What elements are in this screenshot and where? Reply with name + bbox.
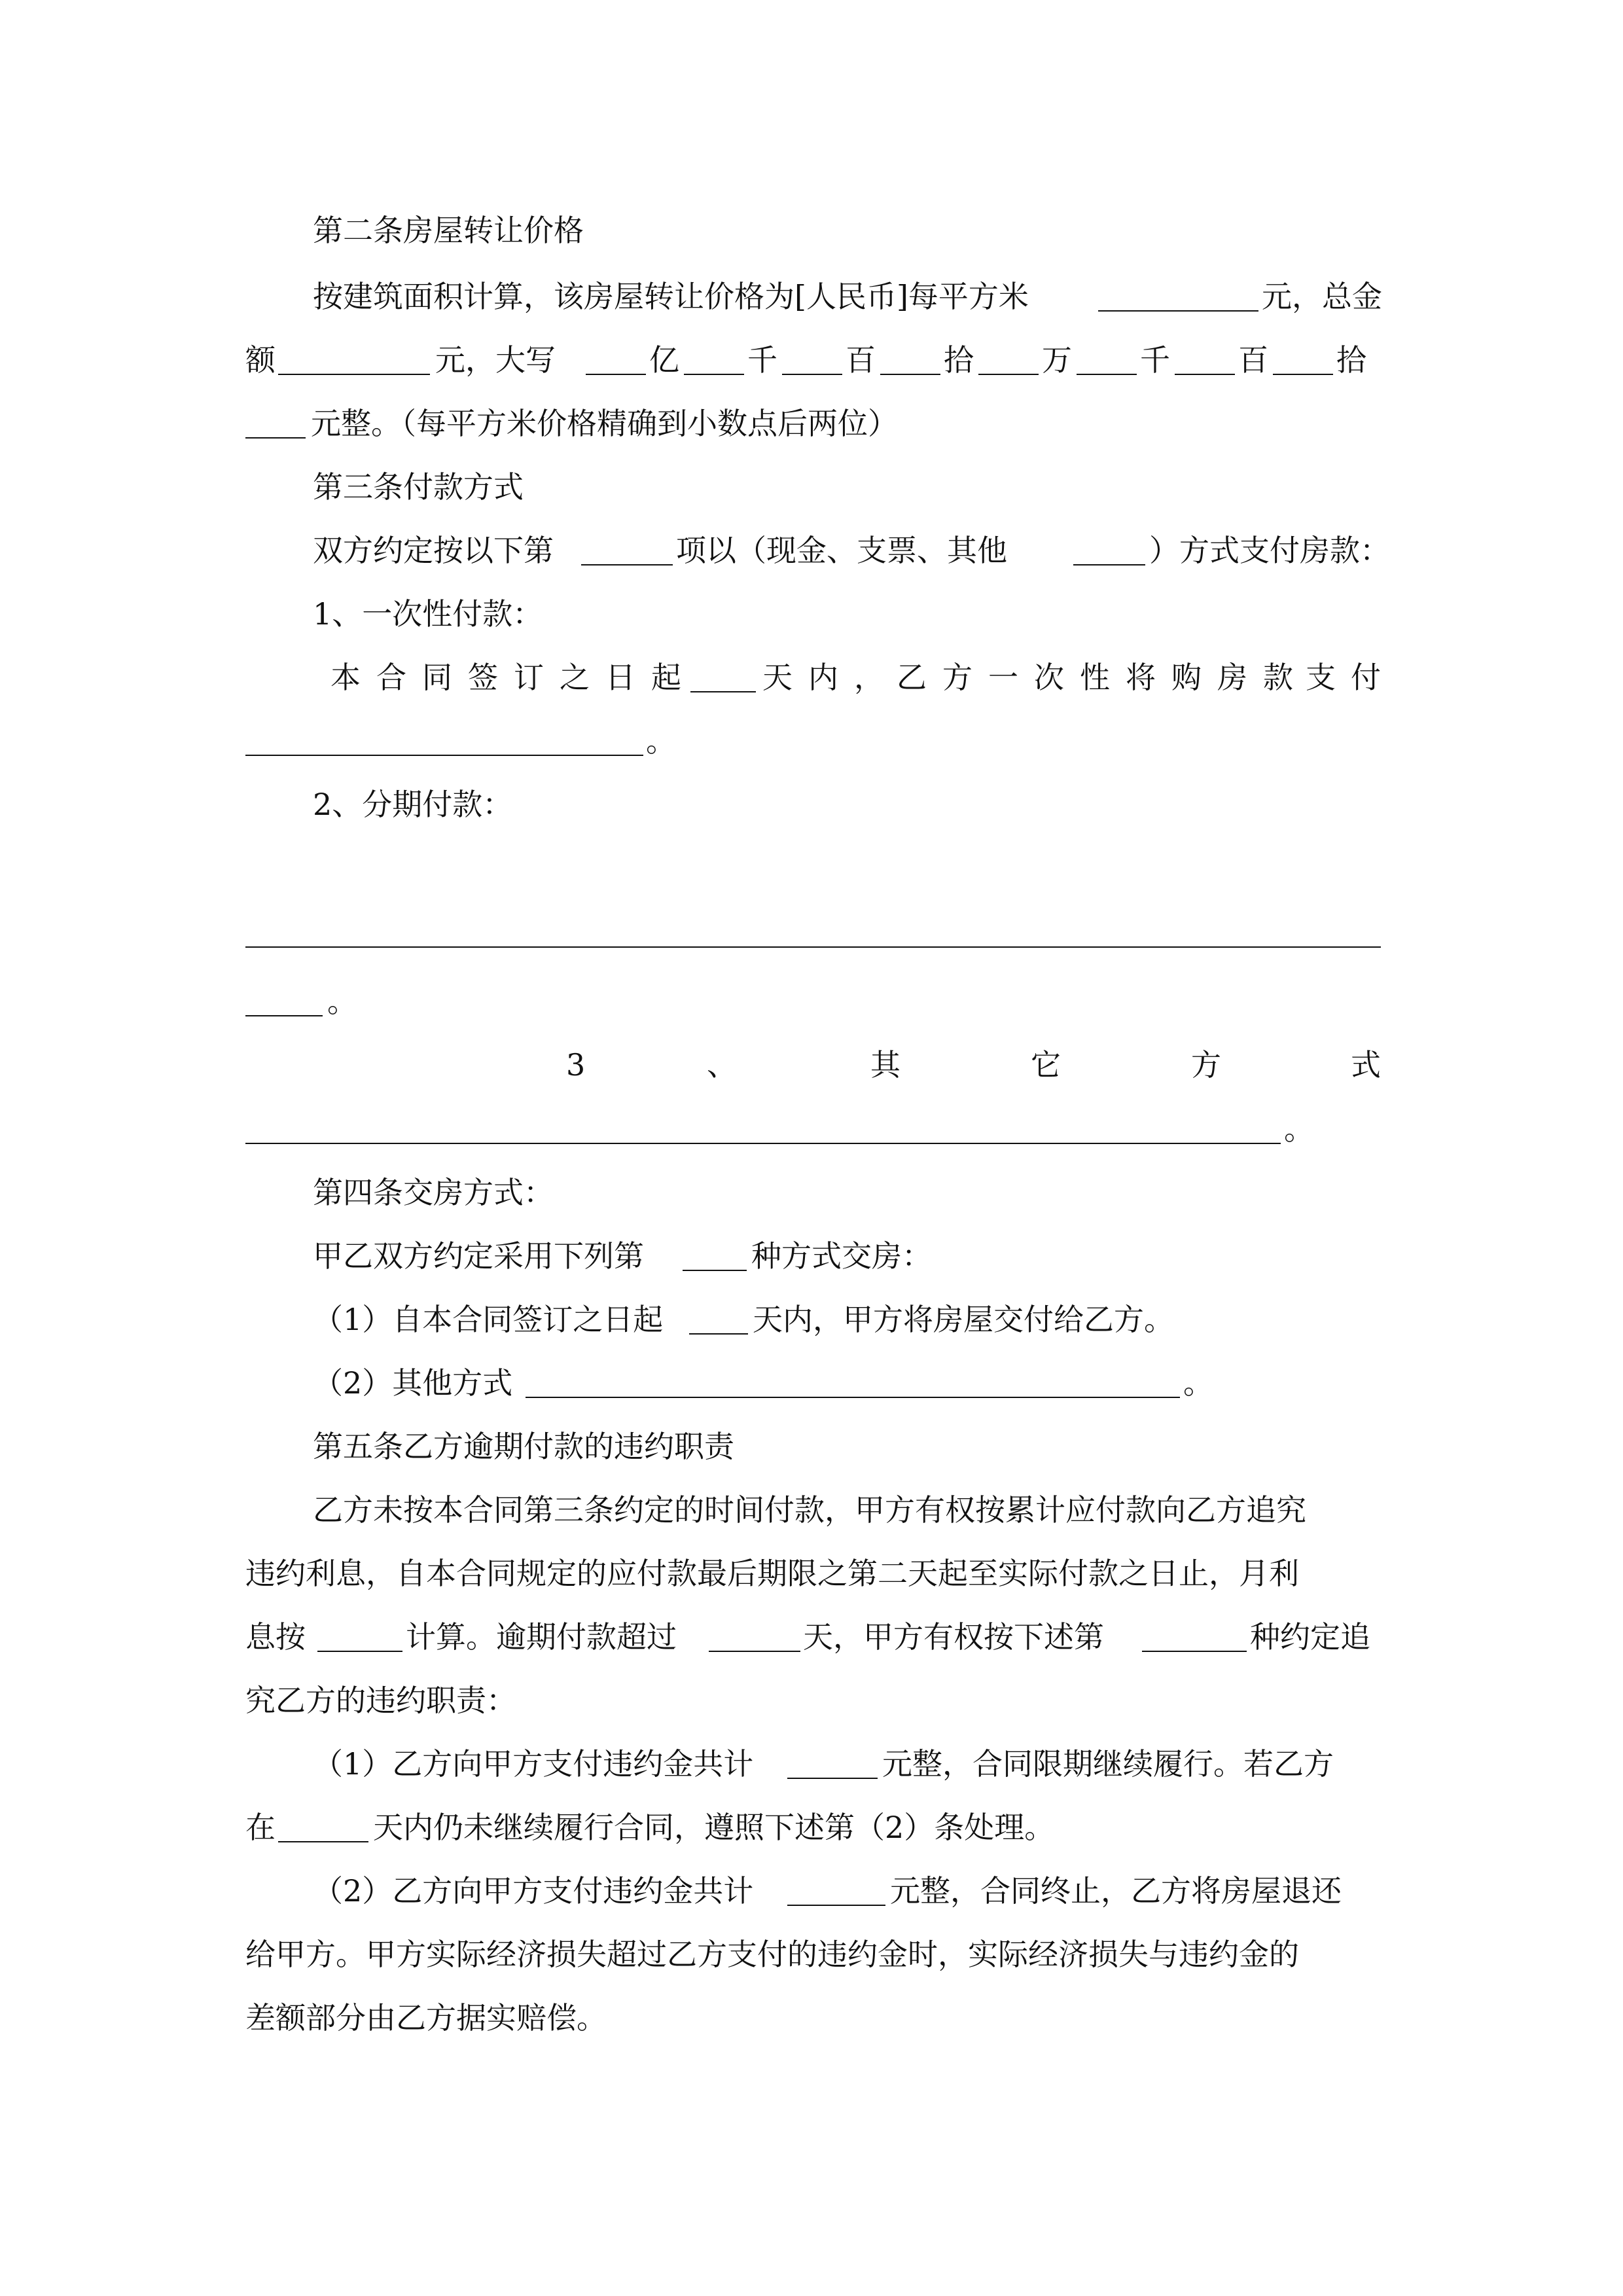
char: 房 — [1217, 660, 1247, 695]
char: 购 — [1171, 660, 1202, 695]
paragraph-text: 计算。逾期付款超过 — [406, 1619, 677, 1655]
art5-p1-line-1 — [313, 1480, 1381, 1539]
blank-wan[interactable] — [978, 374, 1039, 375]
art3-item-1-text — [245, 648, 1381, 707]
overdue-days-blank[interactable] — [709, 1651, 800, 1652]
char: 方 — [1191, 1047, 1221, 1083]
clause-text: 元整，合同限期继续履行。若乙方 — [882, 1746, 1334, 1782]
paragraph-text: 乙方未按本合同第三条约定的时间付款，甲方有权按累计应付款向乙方追究 — [313, 1492, 1306, 1528]
blank-yi[interactable] — [586, 374, 646, 375]
other-method-detail-blank[interactable] — [245, 1143, 1281, 1144]
art2-price-line-3 — [245, 394, 1381, 453]
art5-p1-line-2 — [245, 1544, 1381, 1603]
heading-text: 第二条房屋转让价格 — [313, 213, 584, 248]
penalty-amount-blank-1[interactable] — [787, 1778, 878, 1779]
agree-text-mid: 项以（现金、支票、其他 — [676, 533, 1007, 568]
char: 付 — [1351, 660, 1381, 695]
art3-item-2-blank-line — [245, 890, 1381, 949]
unit-qian-1: 千 — [747, 342, 777, 378]
unit-qian-2: 千 — [1140, 342, 1170, 378]
char: 次 — [1034, 660, 1064, 695]
clause-text: （2）乙方向甲方支付违约金共计 — [313, 1873, 754, 1909]
char: 方 — [942, 660, 972, 695]
article-3-heading — [313, 457, 1381, 516]
char: 款 — [1263, 660, 1293, 695]
art2-price-line-2 — [245, 331, 1381, 389]
char: 其 — [870, 1047, 901, 1083]
art5-p1-line-4 — [245, 1671, 1381, 1730]
delivery-method-blank[interactable] — [683, 1270, 747, 1271]
heading-text: 第三条付款方式 — [313, 469, 524, 505]
art4-option-2 — [313, 1354, 1381, 1412]
art3-item-3 — [245, 1035, 1381, 1094]
unit-wan: 万 — [1042, 342, 1072, 378]
blank-shi-2[interactable] — [1273, 374, 1333, 375]
delivery-days-blank[interactable] — [689, 1333, 748, 1335]
art4-option-1 — [313, 1290, 1381, 1349]
art5-clause-2-line-3 — [245, 1988, 1381, 2047]
uppercase-label: 元，大写 — [435, 342, 556, 378]
art5-clause-2-line-2 — [245, 1925, 1381, 1984]
payee-blank[interactable] — [245, 755, 643, 756]
art3-item-1-payee — [245, 711, 1381, 770]
char: 订 — [514, 660, 544, 695]
other-method-blank[interactable] — [1073, 564, 1145, 565]
blank-yuan[interactable] — [245, 437, 306, 439]
paragraph-text: 种约定追 — [1250, 1619, 1370, 1655]
paragraph-text: 违约利息，自本合同规定的应付款最后期限之第二天起至实际付款之日止，月利 — [245, 1556, 1299, 1591]
blank-bai-1[interactable] — [782, 374, 842, 375]
remedy-choice-blank[interactable] — [1142, 1651, 1247, 1652]
clause-text: （1）乙方向甲方支付违约金共计 — [313, 1746, 754, 1782]
char: 日 — [605, 660, 635, 695]
char: 本 — [330, 660, 361, 695]
art3-item-2-end — [245, 972, 1381, 1031]
heading-text: 第四条交房方式： — [313, 1175, 554, 1210]
unit-price-blank[interactable] — [1098, 310, 1258, 312]
days-blank[interactable] — [690, 691, 756, 692]
char: 性 — [1080, 660, 1110, 695]
char: 式 — [1351, 1047, 1381, 1083]
paragraph-text: 息按 — [245, 1619, 306, 1655]
art3-item-2 — [313, 775, 1381, 834]
char: 支 — [1306, 660, 1336, 695]
period: 。 — [1183, 1365, 1213, 1401]
paragraph-text: 究乙方的违约职责： — [245, 1683, 516, 1718]
other-delivery-blank[interactable] — [526, 1397, 1180, 1398]
grace-days-blank[interactable] — [278, 1841, 368, 1842]
art4-agreement-line — [313, 1227, 1381, 1285]
art5-clause-2-line-1 — [313, 1861, 1381, 1920]
item-label: 2、分期付款： — [313, 787, 513, 822]
item-label: 1、一次性付款： — [313, 596, 543, 632]
clause-text: 给甲方。甲方实际经济损失超过乙方支付的违约金时，实际经济损失与违约金的 — [245, 1937, 1299, 1972]
price-text: 按建筑面积计算，该房屋转让价格为[人民币]每平方米 — [313, 279, 1029, 314]
agree-text-end: ）方式支付房款： — [1149, 533, 1390, 568]
agree-text: 甲乙双方约定采用下列第 — [313, 1238, 644, 1274]
unit-bai-2: 百 — [1238, 342, 1268, 378]
penalty-amount-blank-2[interactable] — [787, 1905, 885, 1906]
clause-text: 天内仍未继续履行合同，遵照下述第（2）条处理。 — [373, 1810, 1055, 1845]
unit-shi-2: 拾 — [1336, 342, 1366, 378]
blank-qian-1[interactable] — [684, 374, 744, 375]
option-text: （1）自本合同签订之日起 — [313, 1302, 664, 1337]
blank-qian-2[interactable] — [1077, 374, 1137, 375]
total-label: 额 — [245, 342, 276, 378]
period: 。 — [646, 723, 676, 759]
art2-price-line-1 — [313, 267, 1381, 326]
price-text-cont: 元，总金 — [1262, 279, 1382, 314]
payment-item-blank[interactable] — [581, 564, 673, 565]
char: 一 — [988, 660, 1018, 695]
char: 起 — [651, 660, 681, 695]
char: 它 — [1031, 1047, 1061, 1083]
char: ， — [854, 660, 884, 695]
option-text-end: 天内，甲方将房屋交付给乙方。 — [753, 1302, 1174, 1337]
unit-shi-1: 拾 — [944, 342, 974, 378]
char: 3 — [566, 1047, 586, 1083]
blank-shi-1[interactable] — [880, 374, 940, 375]
char: 内 — [808, 660, 838, 695]
installment-blank[interactable] — [245, 946, 1381, 948]
article-2-heading — [313, 201, 1381, 260]
art5-p1-line-3 — [245, 1607, 1381, 1666]
char: 将 — [1126, 660, 1156, 695]
char: 签 — [468, 660, 498, 695]
option-text: （2）其他方式 — [313, 1365, 513, 1401]
precision-note: 元整。（每平方米价格精确到小数点后两位） — [311, 406, 898, 441]
total-amount-blank[interactable] — [278, 374, 430, 375]
char: 合 — [376, 660, 406, 695]
art5-clause-1-line-2 — [245, 1798, 1381, 1857]
agree-text-end: 种方式交房： — [751, 1238, 932, 1274]
char: 同 — [422, 660, 452, 695]
period: 。 — [1284, 1111, 1314, 1147]
blank-bai-2[interactable] — [1175, 374, 1235, 375]
char: 、 — [707, 1047, 737, 1083]
art3-item-3-blank-line — [245, 1100, 1381, 1158]
art5-clause-1-line-1 — [313, 1734, 1381, 1793]
paragraph-text: 天，甲方有权按下述第 — [803, 1619, 1104, 1655]
art3-item-1 — [313, 584, 1381, 643]
interest-rate-blank[interactable] — [317, 1651, 402, 1652]
char: 之 — [560, 660, 590, 695]
period: 。 — [327, 984, 357, 1019]
article-4-heading — [313, 1163, 1381, 1222]
agree-text: 双方约定按以下第 — [313, 533, 554, 568]
heading-text: 第五条乙方逾期付款的违约职责 — [313, 1429, 734, 1464]
char: 乙 — [897, 660, 927, 695]
char: 天 — [762, 660, 793, 695]
unit-bai-1: 百 — [846, 342, 876, 378]
clause-text: 差额部分由乙方据实赔偿。 — [245, 2000, 607, 2036]
article-5-heading — [313, 1417, 1381, 1476]
clause-text: 在 — [245, 1810, 276, 1845]
art3-agreement-line — [313, 521, 1390, 580]
installment-blank-end[interactable] — [245, 1015, 323, 1016]
clause-text: 元整，合同终止，乙方将房屋退还 — [890, 1873, 1342, 1909]
unit-yi: 亿 — [649, 342, 679, 378]
